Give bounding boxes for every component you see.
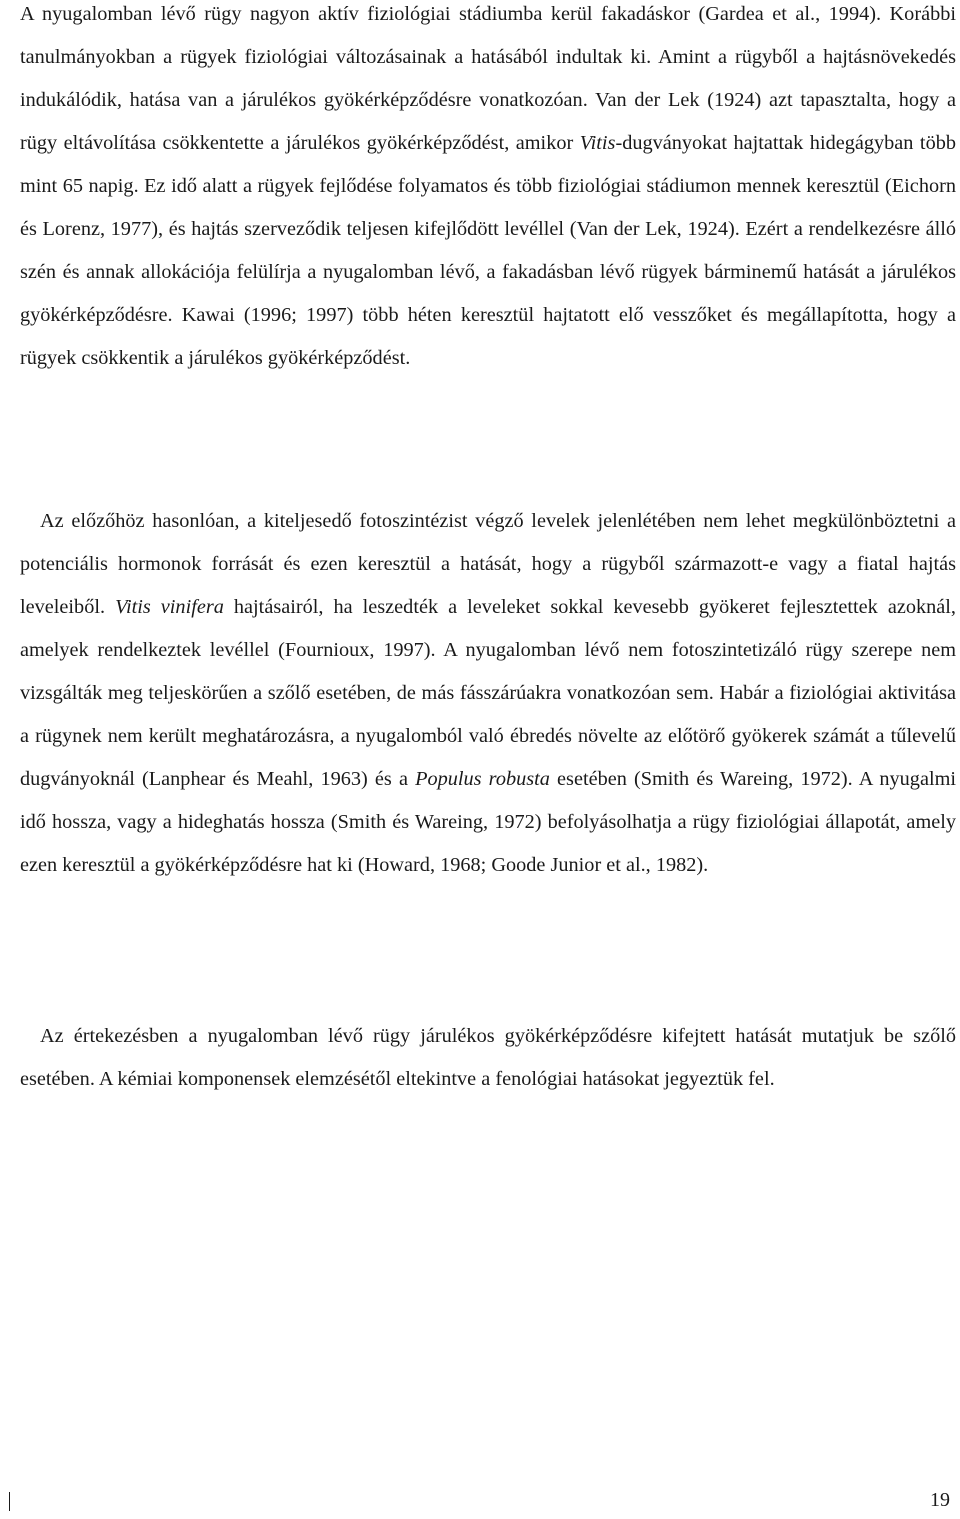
species-populus-robusta: Populus robusta <box>415 768 550 790</box>
paragraph-2-text-b: hajtásairól, ha leszedték a leveleket sokkal kevesebb gyökeret fejlesztettek azoknál, amelyek rendelkeztek levéllel (Fournioux, 1997). A nyugalomban lévő nem fotoszintetizáló rügy szerepe nem vizsgálták meg teljeskörűen a szőlő esetében, de más fásszárúakra vonatkozóan sem. Habár a fiziológiai aktivitása a rügynek nem került meghatározásra, a nyugalomból való ébredés növelte az előtörő gyökerek számát a tűlevelű dugványoknál (Lanphear és Meahl, 1963) és a <box>20 596 956 790</box>
genus-vitis: Vitis <box>579 132 616 154</box>
paragraph-2 <box>20 500 956 887</box>
paragraph-3-text: Az értekezésben a nyugalomban lévő rügy járulékos gyökérképződésre kifejtett hatását mutatjuk be szőlő esetében. A kémiai komponensek elemzésétől eltekintve a fenológiai hatásokat jegyeztük fel. <box>20 1025 956 1090</box>
paragraph-1-text-b: -dugványokat hajtattak hidegágyban több mint 65 napig. Ez idő alatt a rügyek fejlődése folyamatos és több fiziológiai stádiumon mennek keresztül (Eichorn és Lorenz, 1977), és hajtás szerveződik teljesen kifejlődött levéllel (Van der Lek, 1924). Ezért a rendelkezésre álló szén és annak allokációja felülírja a nyugalomban lévő, a fakadásban lévő rügyek bárminemű hatását a járulékos gyökérképződésre. Kawai (1996; 1997) több héten keresztül hajtatott elő vesszőket és megállapította, hogy a rügyek csökkentik a járulékos gyökérképződést. <box>20 132 956 369</box>
paragraph-3 <box>20 1015 956 1101</box>
paragraph-1 <box>20 0 956 380</box>
text-cursor-mark <box>9 1492 10 1511</box>
page-number: 19 <box>930 1489 950 1511</box>
paragraph-2-text-a: Az előzőhöz hasonlóan, a kiteljesedő fotoszintézist végző levelek jelenlétében nem lehet megkülönböztetni a potenciális hormonok forrását és ezen keresztül a hatását, hogy a rügyből származott-e vagy a fiatal hajtás leveleiből. <box>20 510 956 618</box>
species-vitis-vinifera: Vitis vinifera <box>115 596 224 618</box>
paragraph-1-text-a: A nyugalomban lévő rügy nagyon aktív fiziológiai stádiumba kerül fakadáskor (Gardea et al., 1994). Korábbi tanulmányokban a rügyek fiziológiai változásainak a hatásából indultak ki. Amint a rügyből a hajtásnövekedés indukálódik, hatása van a járulékos gyökérképződésre vonatkozóan. Van der Lek (1924) azt tapasztalta, hogy a rügy eltávolítása csökkentette a járulékos gyökérképződést, amikor <box>20 3 956 154</box>
paragraph-2-text-c: esetében (Smith és Wareing, 1972). A nyugalmi idő hossza, vagy a hideghatás hossza (Smith és Wareing, 1972) befolyásolhatja a rügy fiziológiai állapotát, amely ezen keresztül a gyökérképződésre hat ki (Howard, 1968; Goode Junior et al., 1982). <box>20 768 956 876</box>
